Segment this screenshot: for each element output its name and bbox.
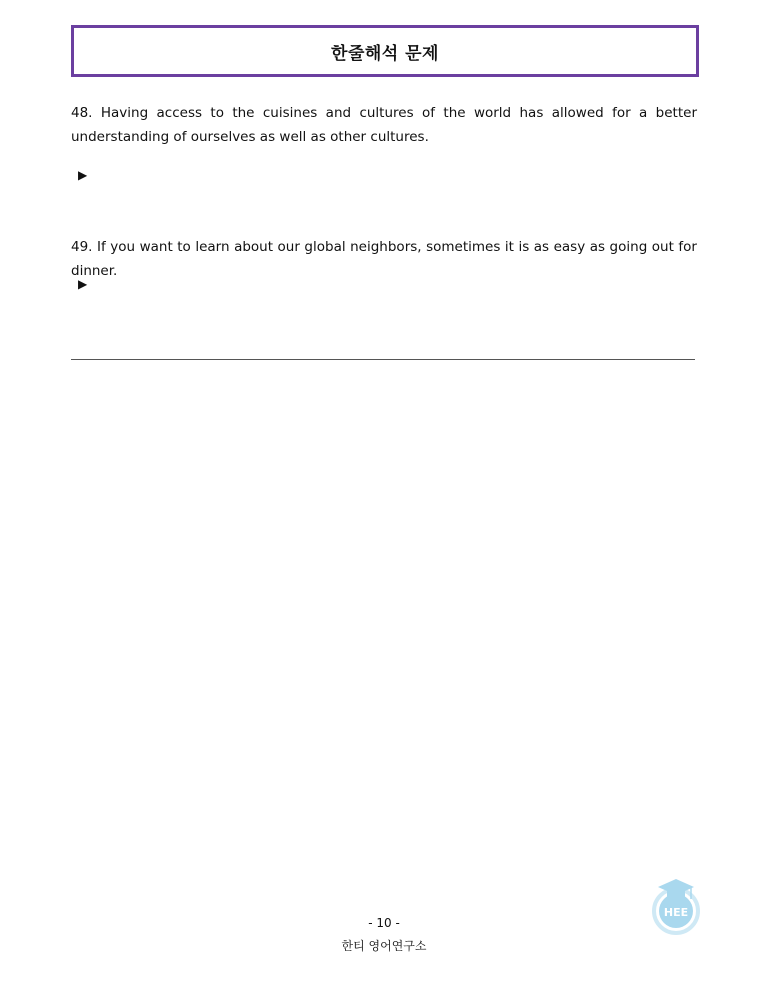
answer-marker-49: ▶ (78, 277, 88, 291)
graduation-cap-icon (649, 875, 703, 937)
question-48: 48. Having access to the cuisines and cultures of the world has allowed for a better understanding of ourselves as well as other cultures. (71, 105, 697, 145)
page-title: 한줄해석 문제 (331, 43, 439, 64)
page-number: - 10 - (368, 916, 400, 930)
title-box (71, 25, 699, 77)
publisher-logo (649, 875, 703, 937)
separator-line (71, 359, 695, 360)
question-49: 49. If you want to learn about our global neighbors, sometimes it is as easy as going out for dinner. (71, 239, 697, 279)
publisher-name: 한티 영어연구소 (341, 939, 427, 953)
answer-marker-48: ▶ (78, 168, 88, 182)
logo-text: HEE (663, 906, 689, 919)
